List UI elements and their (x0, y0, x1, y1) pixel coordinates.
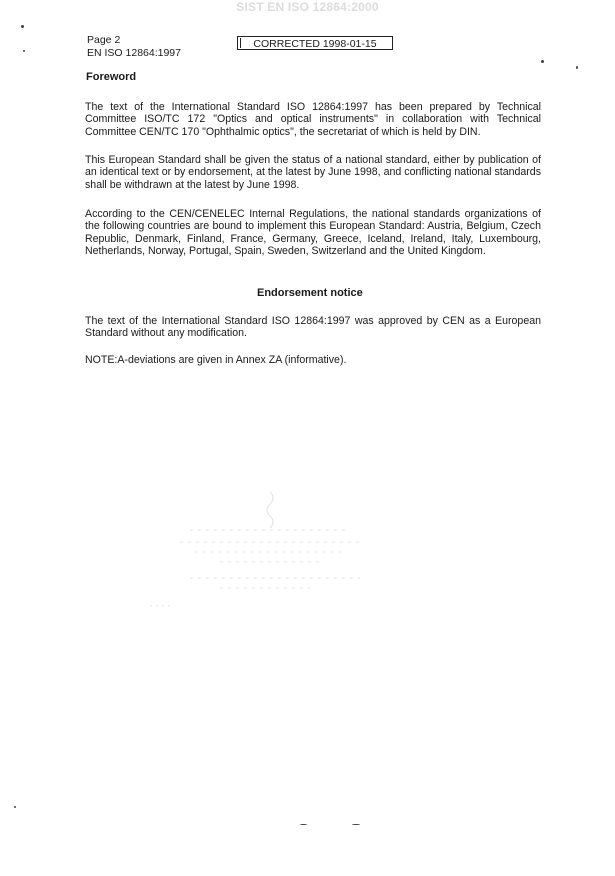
foreword-paragraph-3: According to the CEN/CENELEC Internal Regulations, the national standards organizations of the following countries are bound to implement this European Standard: Austria, Belgium, Czech Republic, Denmark, Finland, France, Germany, Greece, Iceland, Ireland, Italy, Luxembourg, Netherlands, Norway, Portugal, Spain, Sweden, Switzerland and the United Kingdom. (85, 208, 541, 258)
document-watermark: SIST EN ISO 12864:2000 (236, 0, 379, 14)
corrected-stamp: CORRECTED 1998-01-15 (237, 36, 393, 50)
scan-speck (300, 824, 307, 825)
foreword-paragraph-2: This European Standard shall be given the status of a national standard, either by publication of an identical text or by endorsement, at the latest by June 1998, and conflicting national standards shall be withdrawn at the latest by June 1998. (85, 154, 541, 191)
scan-speck (352, 824, 360, 825)
annex-note: NOTE:A-deviations are given in Annex ZA (informative). (85, 354, 347, 366)
faded-stamp-mark (150, 488, 390, 608)
page-number: Page 2 (87, 34, 121, 46)
scan-speck (23, 50, 25, 52)
scan-speck (541, 60, 544, 63)
scan-speck (14, 806, 16, 808)
foreword-heading: Foreword (86, 71, 137, 83)
endorsement-heading: Endorsement notice (257, 287, 363, 299)
standard-reference: EN ISO 12864:1997 (87, 47, 181, 59)
endorsement-paragraph: The text of the International Standard ISO 12864:1997 was approved by CEN as a European Standard without any modification. (85, 315, 541, 340)
scan-speck (21, 25, 24, 28)
page-header (87, 34, 181, 60)
foreword-paragraph-1: The text of the International Standard ISO 12864:1997 has been prepared by Technical Committee ISO/TC 172 "Optics and optical instruments" in collaboration with Technical Committee CEN/TC 170 "Ophthalmic optics", the secretariat of which is held by DIN. (85, 101, 541, 138)
scan-speck (576, 66, 578, 69)
